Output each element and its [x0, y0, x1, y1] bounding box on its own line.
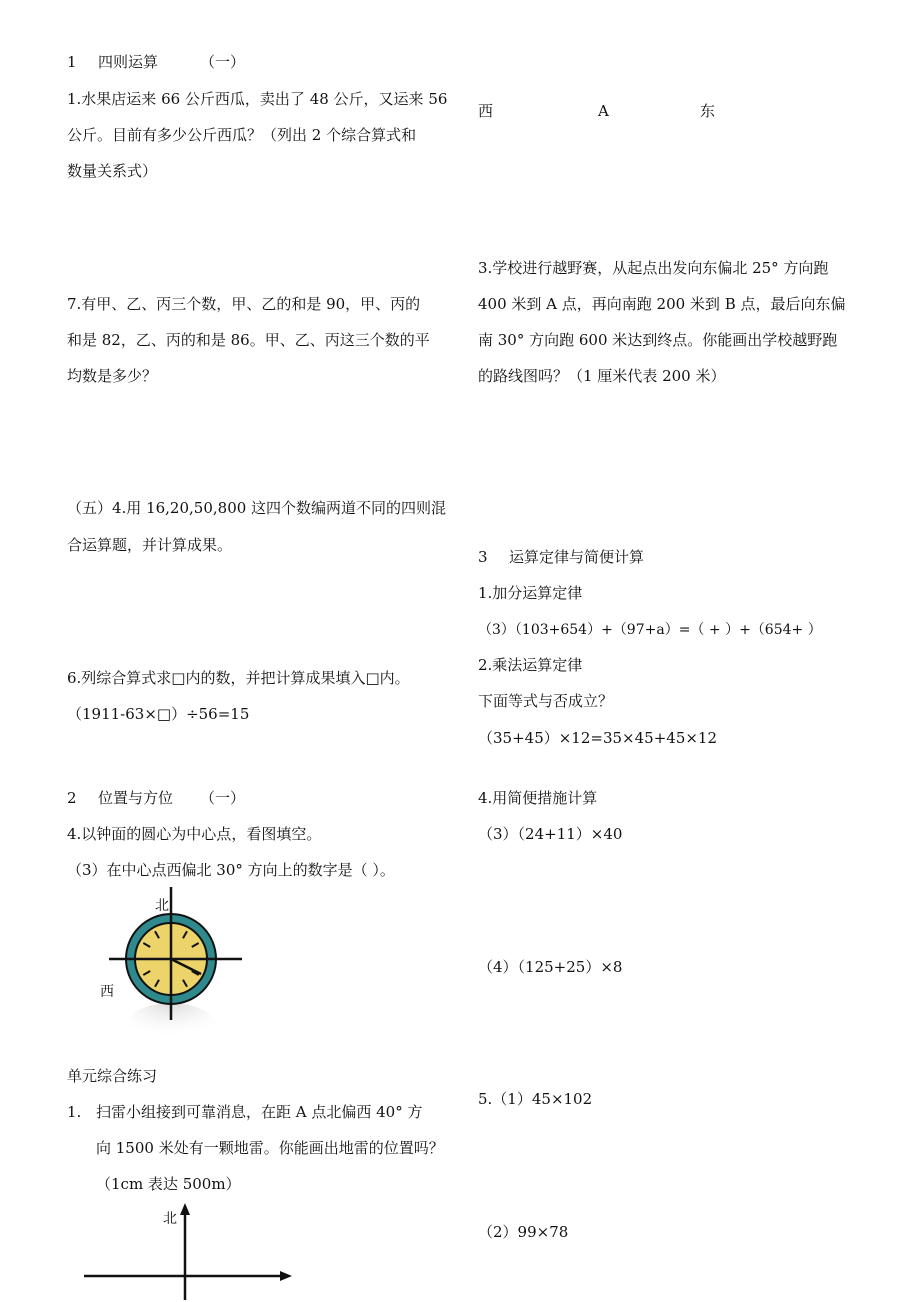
question-4-line-1: 4.以钟面的圆心为中心点，看图填空。	[67, 825, 322, 843]
multiplication-law-title: 2.乘法运算定律	[478, 656, 583, 674]
question-7-line-2: 和是 82，乙、丙的和是 86。甲、乙、丙这三个数的平	[67, 331, 430, 349]
clock-figure	[105, 885, 250, 1035]
section-1-subtitle: （一）	[200, 53, 246, 71]
section-1-number: 1	[67, 53, 77, 71]
question-7-line-1: 7.有甲、乙、丙三个数，甲、乙的和是 90，甲、丙的	[67, 295, 421, 313]
question-5-4-line-2: 合运算题，并计算成果。	[67, 536, 233, 554]
simplified-calc-title: 4.用简便措施计算	[478, 789, 598, 807]
unit-exercise-title: 单元综合练习	[67, 1067, 158, 1085]
unit-question-1-line-2: 向 1500 米处有一颗地雷。你能画出地雷的位置吗？	[96, 1139, 444, 1157]
section-2-number: 2	[67, 789, 77, 807]
multiplication-law-equation: （35+45）×12=35×45+45×12	[478, 729, 718, 747]
section-3-title: 运算定律与简便计算	[509, 548, 645, 566]
unit-question-1-number: 1.	[67, 1103, 82, 1121]
question-1-line-1: 1.水果店运来 66 公斤西瓜，卖出了 48 公斤，又运来 56	[67, 90, 448, 108]
unit-question-1-line-3: （1cm 表达 500m）	[96, 1175, 241, 1193]
clock-north-label: 北	[155, 898, 169, 914]
direction-west-label: 西	[478, 102, 494, 120]
question-6-line-2: （1911-63×□）÷56=15	[67, 705, 250, 723]
direction-east-label: 东	[700, 102, 716, 120]
section-3-number: 3	[478, 548, 488, 566]
north-arrow-icon	[180, 1203, 190, 1215]
direction-axes-figure	[80, 1200, 300, 1302]
question-3-line-3: 南 30° 方向跑 600 米达到终点。你能画出学校越野跑	[478, 331, 838, 349]
question-5-item-1: 5.（1）45×102	[478, 1090, 593, 1108]
axis-north-label: 北	[163, 1211, 177, 1227]
simplified-calc-item-4: （4）（125+25）×8	[478, 958, 623, 976]
question-7-line-3: 均数是多少？	[67, 367, 158, 385]
question-4-line-2: （3）在中心点西偏北 30° 方向上的数字是（ ）。	[67, 861, 395, 879]
question-3-line-4: 的路线图吗？（1 厘米代表 200 米）	[478, 367, 726, 385]
question-3-line-1: 3.学校进行越野赛，从起点出发向东偏北 25° 方向跑	[478, 259, 829, 277]
addition-law-question: （3）（103+654）+（97+a）=（ + ）+（654+ ）	[478, 622, 822, 638]
unit-question-1-line-1: 扫雷小组接到可靠消息，在距 A 点北偏西 40° 方	[96, 1103, 423, 1121]
east-arrow-icon	[280, 1271, 292, 1281]
section-1-title: 四则运算	[98, 53, 159, 71]
question-5-item-2: （2）99×78	[478, 1223, 569, 1241]
simplified-calc-item-3: （3）（24+11）×40	[478, 825, 623, 843]
question-1-line-3: 数量关系式）	[67, 162, 158, 180]
addition-law-title: 1.加分运算定律	[478, 584, 583, 602]
section-2-title: 位置与方位	[98, 789, 174, 807]
question-5-4-line-1: （五）4.用 16,20,50,800 这四个数编两道不同的四则混	[67, 499, 447, 517]
question-1-line-2: 公斤。目前有多少公斤西瓜？（列出 2 个综合算式和	[67, 126, 417, 144]
section-2-subtitle: （一）	[200, 789, 246, 807]
question-6-line-1: 6.列综合算式求□内的数，并把计算成果填入□内。	[67, 669, 410, 687]
question-3-line-2: 400 米到 A 点，再向南跑 200 米到 B 点，最后向东偏	[478, 295, 846, 313]
clock-west-label: 西	[100, 984, 114, 1000]
multiplication-law-question: 下面等式与否成立？	[478, 692, 614, 710]
direction-point-a-label: A	[598, 102, 609, 120]
